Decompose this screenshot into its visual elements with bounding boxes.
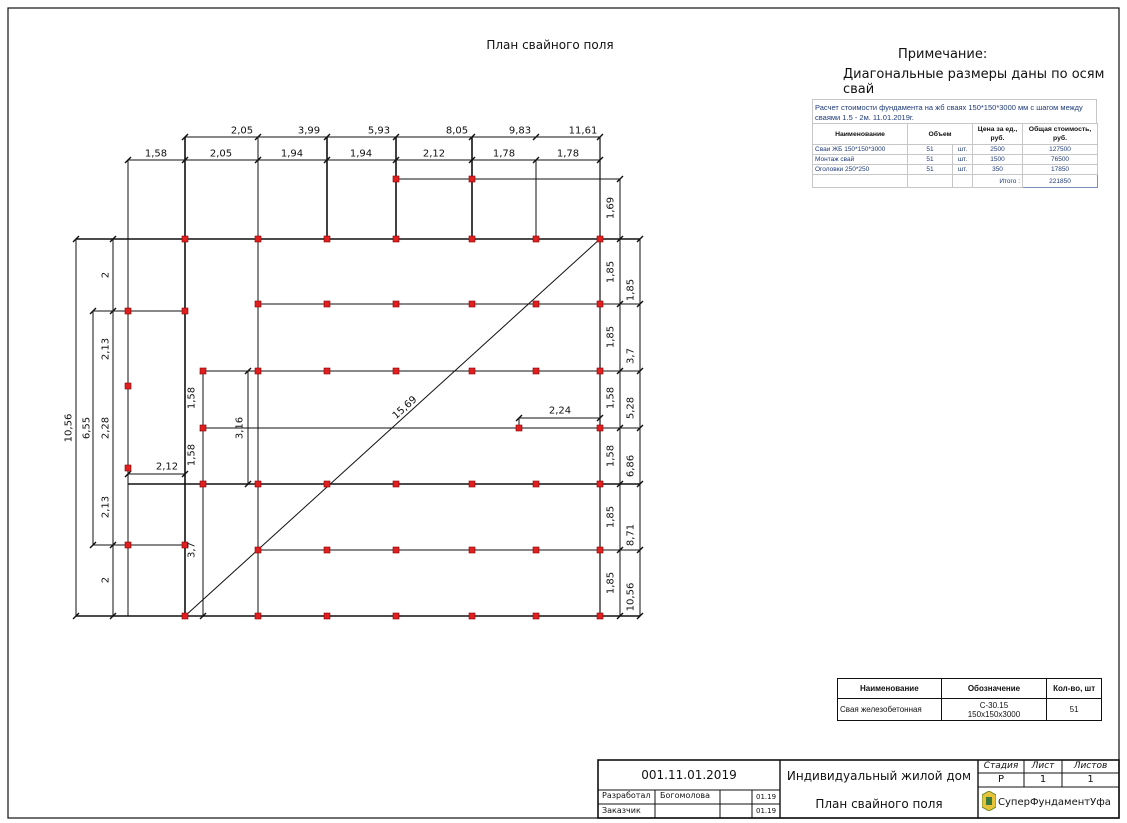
pile-marker — [200, 481, 206, 487]
pile-marker — [469, 368, 475, 374]
dim-label: 1,94 — [280, 148, 304, 160]
diagonal-label: 15,69 — [390, 394, 420, 422]
pile-marker — [597, 368, 603, 374]
pile-marker — [533, 236, 539, 242]
pile-marker — [469, 236, 475, 242]
pile-marker — [255, 481, 261, 487]
dim-label: 5,28 — [625, 396, 637, 420]
dim-label: 1,69 — [605, 196, 617, 220]
pile-marker — [533, 547, 539, 553]
sheet-value: 1 — [1039, 774, 1047, 785]
pile-marker — [469, 613, 475, 619]
spec-col-name: Наименование — [838, 679, 942, 699]
customer-label: Заказчик — [602, 806, 641, 815]
pile-marker — [533, 481, 539, 487]
dim-label: 1,58 — [186, 386, 198, 410]
dim-label: 2,13 — [100, 495, 112, 519]
pile-marker — [324, 301, 330, 307]
cost-table — [812, 99, 1097, 188]
pile-marker — [255, 547, 261, 553]
dim-label: 1,78 — [556, 148, 580, 160]
dim-label: 8,05 — [445, 125, 469, 137]
pile-marker — [125, 308, 131, 314]
table-row: Оголовки 250*250 51 шт. 350 17850 — [813, 165, 1098, 175]
pile-marker — [393, 236, 399, 242]
dim-label: 1,58 — [605, 386, 617, 410]
dim-label: 2 — [100, 271, 112, 279]
cost-table-header: Расчет стоимости фундамента на жб сваях 150*150*3000 мм с шагом между сваями 1.5 - 2м. 11.01.2019г. — [812, 99, 1097, 123]
pile-marker — [469, 301, 475, 307]
dim-label: 1,58 — [605, 444, 617, 468]
dim-label: 3,99 — [297, 125, 321, 137]
dim-label: 5,93 — [367, 125, 391, 137]
pile-marker — [200, 368, 206, 374]
pile-marker — [255, 236, 261, 242]
dim-label: 2,12 — [422, 148, 446, 160]
dim-label: 1,94 — [349, 148, 373, 160]
dim-label: 1,85 — [605, 260, 617, 284]
dim-label: 11,61 — [568, 125, 598, 137]
table-row: Сваи ЖБ 150*150*3000 51 шт. 2500 127500 — [813, 145, 1098, 155]
dim-label: 1,78 — [492, 148, 516, 160]
dim-label: 2,13 — [100, 337, 112, 361]
pile-marker — [597, 236, 603, 242]
table-row: Монтаж свай 51 шт. 1500 76500 — [813, 155, 1098, 165]
pile-marker — [597, 547, 603, 553]
pile-marker — [469, 176, 475, 182]
spec-col-designation: Обозначение — [941, 679, 1047, 699]
stage-value: Р — [997, 774, 1005, 785]
sheets-label: Листов — [1073, 761, 1108, 771]
customer-date: 01.19 — [756, 807, 777, 815]
sheets-value: 1 — [1087, 774, 1094, 785]
pile-marker — [200, 425, 206, 431]
dim-label: 2,05 — [209, 148, 233, 160]
pile-marker — [393, 368, 399, 374]
pile-marker — [255, 368, 261, 374]
dim-label: 10,56 — [63, 413, 75, 443]
pile-marker — [125, 383, 131, 389]
pile-marker — [597, 481, 603, 487]
dim-label: 3,16 — [234, 416, 246, 440]
developer-label: Разработал — [602, 791, 651, 800]
dim-label: 2,28 — [100, 416, 112, 440]
dim-label: 8,71 — [625, 523, 637, 547]
developer-name: Богомолова — [660, 791, 711, 800]
plan-title: План свайного поля — [486, 38, 614, 52]
company-logo-icon — [982, 791, 996, 811]
pile-marker — [255, 613, 261, 619]
stage-label: Стадия — [983, 761, 1019, 771]
note-text: Диагональные размеры даны по осям свай — [843, 67, 1105, 97]
dim-label: 1,85 — [605, 571, 617, 595]
pile-marker — [393, 301, 399, 307]
table-row: Свая железобетонная С-30.15 150х150х3000 51 — [838, 699, 1102, 721]
pile-marker — [182, 308, 188, 314]
drawing-code: 001.11.01.2019 — [641, 768, 737, 782]
col-name: Наименование — [813, 124, 908, 145]
spec-col-count: Кол-во, шт — [1047, 679, 1102, 699]
spec-table — [837, 678, 1102, 721]
col-total: Общая стоимость, руб. — [1023, 124, 1098, 145]
pile-marker — [324, 613, 330, 619]
pile-marker — [324, 236, 330, 242]
pile-marker — [533, 301, 539, 307]
project-name: Индивидуальный жилой дом — [786, 769, 972, 783]
dim-label: 1,85 — [605, 325, 617, 349]
pile-marker — [125, 465, 131, 471]
pile-marker — [182, 236, 188, 242]
pile-marker — [324, 368, 330, 374]
pile-marker — [469, 547, 475, 553]
dim-label: 9,83 — [508, 125, 532, 137]
dim-label: 2,24 — [548, 405, 572, 417]
pile-marker — [125, 542, 131, 548]
pile-marker — [516, 425, 522, 431]
col-qty: Объем — [908, 124, 973, 145]
company-name: СуперФундаментУфа — [998, 797, 1111, 808]
dim-label: 10,56 — [625, 582, 637, 612]
pile-marker — [182, 613, 188, 619]
pile-marker — [393, 613, 399, 619]
pile-marker — [255, 301, 261, 307]
dim-label: 3,7 — [186, 542, 198, 558]
pile-marker — [393, 547, 399, 553]
pile-marker — [393, 176, 399, 182]
dim-label: 1,85 — [625, 278, 637, 302]
total-label: Итого : — [973, 175, 1023, 188]
sheet-name: План свайного поля — [815, 797, 943, 811]
dim-label: 2,12 — [155, 461, 179, 473]
pile-marker — [533, 368, 539, 374]
dim-label: 1,58 — [186, 443, 198, 467]
pile-marker — [393, 481, 399, 487]
col-price: Цена за ед., руб. — [973, 124, 1023, 145]
dim-label: 3,7 — [625, 348, 637, 364]
developer-date: 01.19 — [756, 793, 777, 801]
dim-label: 2,05 — [230, 125, 254, 137]
pile-marker — [533, 613, 539, 619]
pile-marker — [597, 613, 603, 619]
dim-label: 6,86 — [625, 454, 637, 478]
sheet-label: Лист — [1031, 761, 1055, 771]
dim-label: 2 — [100, 576, 112, 584]
pile-marker — [324, 547, 330, 553]
dim-label: 1,58 — [144, 148, 168, 160]
note-heading: Примечание: — [898, 47, 988, 62]
dim-label: 1,85 — [605, 505, 617, 529]
table-row — [813, 175, 1098, 188]
pile-marker — [597, 425, 603, 431]
dim-label: 6,55 — [81, 416, 93, 440]
pile-marker — [469, 481, 475, 487]
dim-ticks — [73, 134, 643, 619]
total-value: 221850 — [1023, 175, 1098, 188]
pile-marker — [597, 301, 603, 307]
pile-marker — [324, 481, 330, 487]
